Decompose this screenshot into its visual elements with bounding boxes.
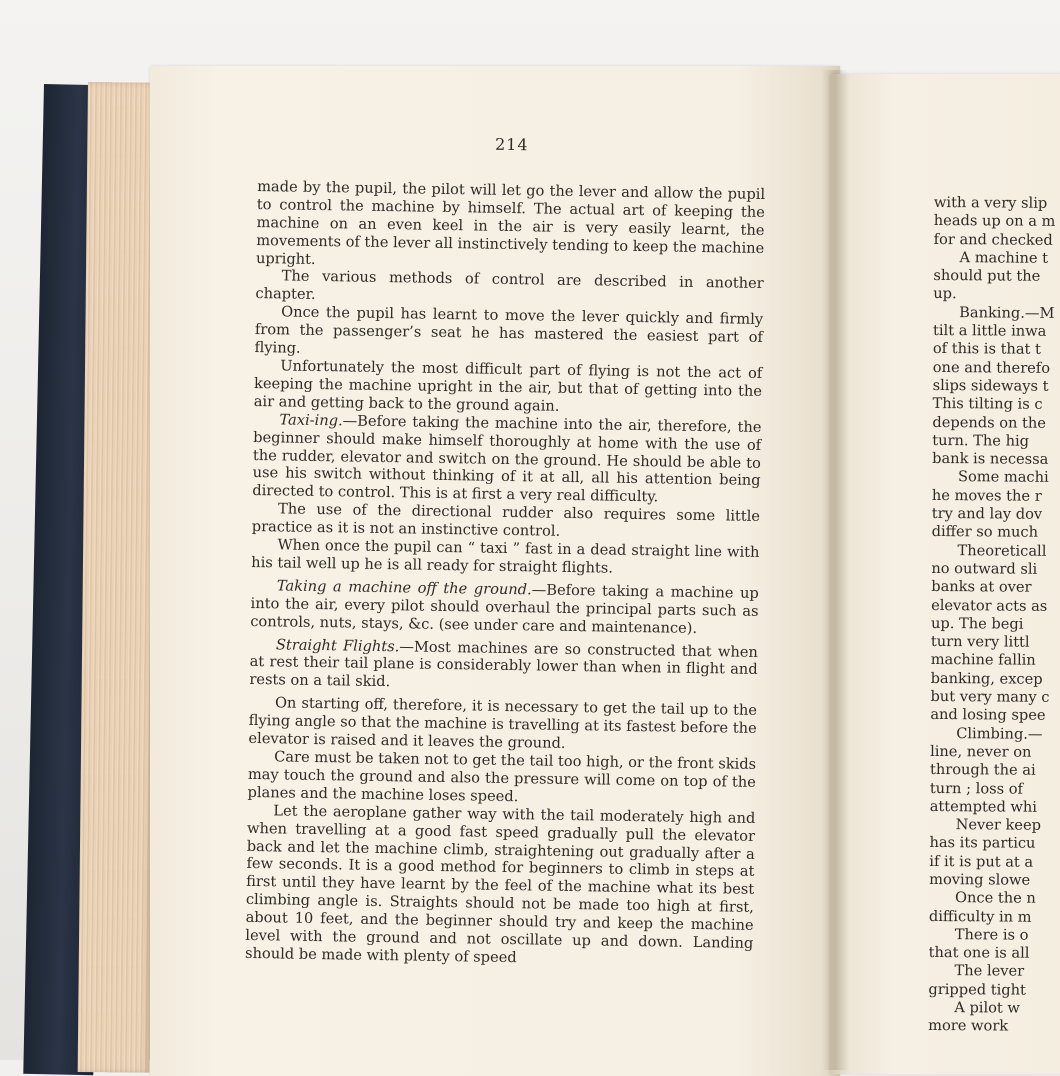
text-line: depends on the xyxy=(932,413,1047,432)
text-line: Some machi xyxy=(957,468,1049,487)
text-line: banks at over xyxy=(931,578,1032,596)
text-line: but very many c xyxy=(930,688,1050,706)
page-edges xyxy=(78,82,160,1073)
text-line: line, never on xyxy=(930,742,1032,761)
text-line: up. The begi xyxy=(930,614,1024,633)
text-line: turn very littl xyxy=(930,633,1030,651)
text-line: A pilot w xyxy=(954,999,1021,1017)
paragraph: On starting off, therefore, it is necessary to get the tail up to the flying angle so that the machine is travelling at its fastest before the elevator is raised and it leaves the ground. xyxy=(248,694,758,752)
text-line: try and lay dov xyxy=(931,505,1043,523)
paragraph: Unfortunately the most difficult part of flying is not the act of keeping the machine upright in the air, but that of getting into the air and getting back to the ground again. xyxy=(253,357,763,415)
right-page-text xyxy=(928,194,1060,1037)
text-line: A machine t xyxy=(959,249,1049,267)
text-line: that one is all xyxy=(928,944,1030,962)
text-line: up. xyxy=(933,285,957,303)
text-line: banking, excep xyxy=(930,669,1043,688)
text-line: Banking.—M xyxy=(959,303,1055,322)
section-heading: Taxi-ing. xyxy=(279,411,343,430)
section-heading: Taking a machine off the ground. xyxy=(276,577,532,599)
paragraph: When once the pupil can “ taxi ” fast in a dead straight line with his tail well up he is all ready for straight flights. xyxy=(251,536,760,577)
text-line: Climbing.— xyxy=(956,724,1043,743)
text-line: The lever xyxy=(954,962,1025,981)
text-line: one and therefo xyxy=(932,358,1051,377)
text-line: turn ; loss of xyxy=(929,779,1024,798)
paragraph: The use of the directional rudder also requires some little practice as it is not an instinctive control. xyxy=(251,500,761,540)
text-line: slips sideways t xyxy=(932,376,1049,395)
paragraph: Let the aeroplane gather way with the tail moderately high and when travelling at a good fast speed gradually pull the elevator back and let the machine climb, straightening out gradually after a few seconds. It is a good method for beginners to climb in steps at first until they have learnt by the feel of the machine what its best climbing angle is. Straights should not be made too high at first, about 10 feet, and the beginner should try and keep the machine level with the ground and not oscillate up and down. Landing should be made with plenty of speed xyxy=(244,802,756,967)
text-line: tilt a little inwa xyxy=(932,322,1047,340)
left-page-text xyxy=(245,132,766,971)
book-gutter xyxy=(822,70,848,1070)
paragraph: Taking a machine off the ground.—Before taking a machine up into the air, every pilot should overhaul the principal parts such as controls, nuts, stays, &c. (see under care and maintenance). xyxy=(250,577,759,637)
text-line: of this is that t xyxy=(932,340,1041,359)
text-line: Theoreticall xyxy=(957,541,1047,560)
paragraph: made by the pupil, the pilot will let go the lever and allow the pupil to control the machine by himself. The actual art of keeping the machine on an even keel in the air is very easily learnt, the movements of the lever all instinctively tending to keep the machine upright. xyxy=(255,177,766,268)
text-line: attempted whi xyxy=(929,797,1038,816)
section-heading: Straight Flights. xyxy=(275,635,400,655)
text-line: bank is necessa xyxy=(932,450,1049,468)
text-line: There is o xyxy=(954,926,1029,944)
text-line: and losing spee xyxy=(930,706,1046,725)
text-line: Never keep xyxy=(955,816,1042,834)
paragraph: Care must be taken not to get the tail too high, or the front skids may touch the ground and also the pressure will come on top of the planes and the machine loses speed. xyxy=(247,748,757,805)
text-line: if it is put at a xyxy=(929,852,1034,871)
text-line: no outward sli xyxy=(931,559,1038,578)
text-line: Once the n xyxy=(955,889,1036,908)
text-line: gripped tight xyxy=(928,980,1026,999)
text-line: through the ai xyxy=(929,761,1036,779)
text-line: turn. The hig xyxy=(932,431,1030,450)
text-line: for and checked xyxy=(933,230,1053,249)
paragraph: Straight Flights.—Most machines are so constructed that when at rest their tail plane is considerably lower than when in flight and rests on a tail skid. xyxy=(249,635,759,691)
text-line: he moves the r xyxy=(931,486,1042,505)
text-line: moving slowe xyxy=(929,870,1031,889)
text-line: elevator acts as xyxy=(931,596,1048,615)
text-line: differ so much xyxy=(931,523,1039,542)
paragraph: Taxi-ing.—Before taking the machine into the air, therefore, the beginner should make himself thoroughly at home with the use of the rudder, elevator and switch on the ground. He should be able to use his switch without thinking of it at all, all his attention being directed to control. This is at first a very real difficulty. xyxy=(252,411,762,506)
text-line: difficulty in m xyxy=(928,907,1032,926)
page-number: 214 xyxy=(494,134,529,155)
text-line: should put the xyxy=(933,267,1041,285)
text-line: machine fallin xyxy=(930,651,1036,670)
text-line: has its particu xyxy=(929,834,1036,853)
text-line: This tilting is c xyxy=(932,395,1043,414)
paragraph: The various methods of control are described in another chapter. xyxy=(255,267,764,304)
text-line: heads up on a m xyxy=(933,212,1056,231)
paragraph: Once the pupil has learnt to move the lever quickly and firmly from the passenger’s seat he has mastered the easiest part of flying. xyxy=(254,303,764,357)
text-line: more work xyxy=(928,1017,1009,1035)
text-line: with a very slip xyxy=(933,194,1048,212)
